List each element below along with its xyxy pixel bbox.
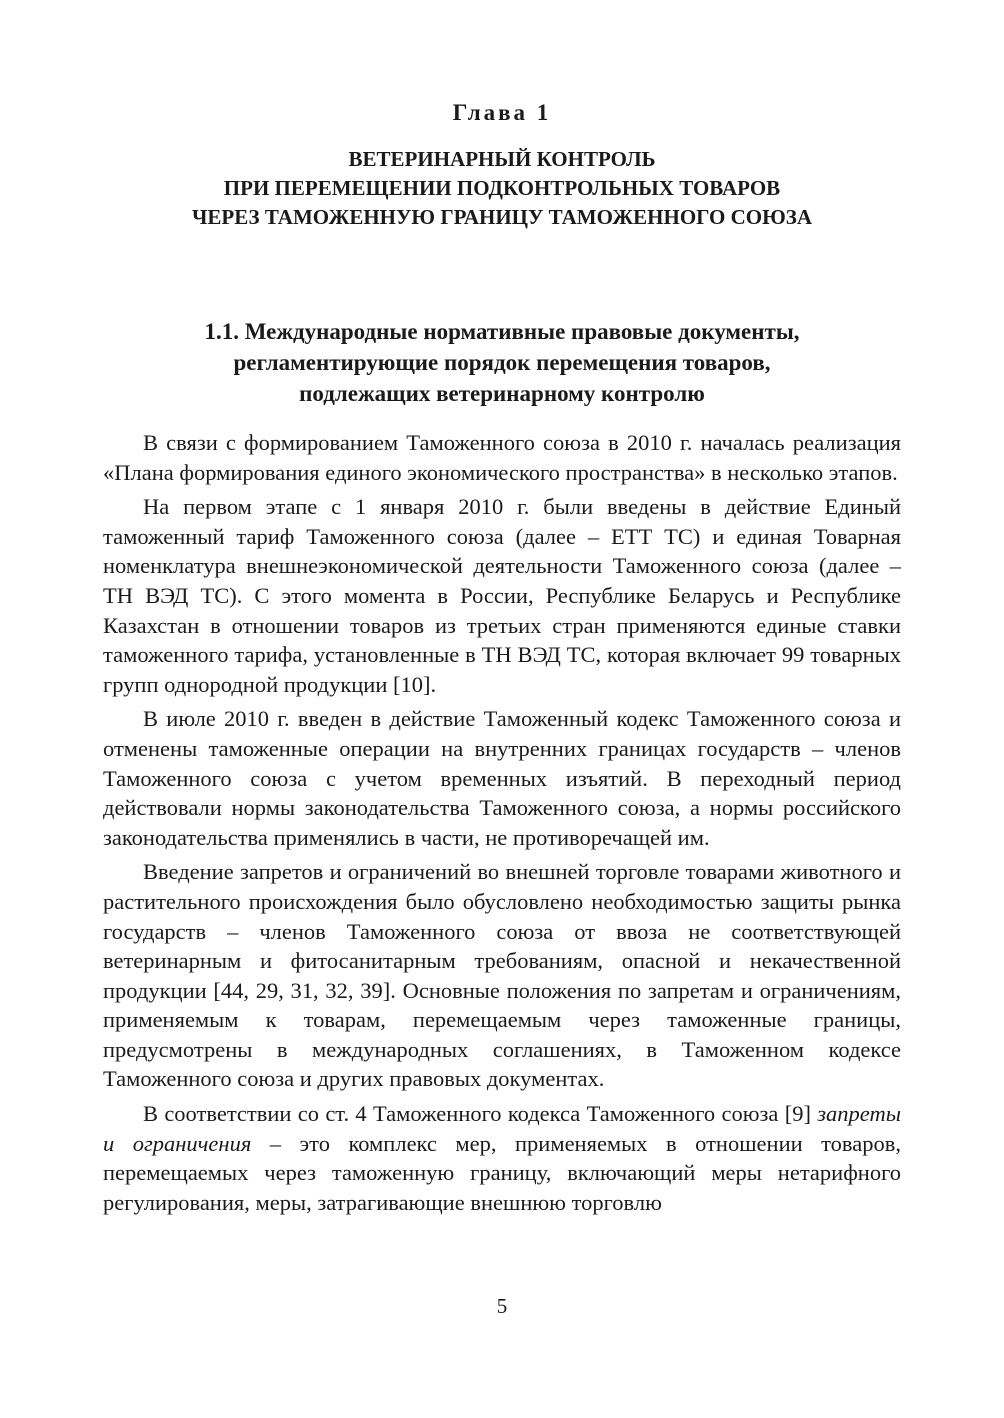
chapter-title: [0, 145, 1004, 232]
paragraph-rest: – это комплекс мер, применяемых в отношении товаров, перемещаемых через таможенную границу, включающий меры нетарифного регулирования, меры, затрагивающие внешнюю торговлю: [103, 1130, 901, 1215]
paragraph: Введение запретов и ограничений во внешней торговле товарами животного и растительного происхождения было обусловлено необходимостью защиты рынка государств – членов Таможенного союза от ввоза не соответствующей ветеринарным и фитосанитарным требованиям, опасной и некачественной продукции [44, 29, 31, 32, 39]. Основные положения по запретам и ограничениям, применяемым к товарам, перемещаемым через таможенные границы, предусмотрены в международных соглашениях, в Таможенном кодексе Таможенного союза и других правовых документах.: [103, 859, 901, 1092]
section-title-line: регламентирующие порядок перемещения товаров,: [233, 350, 771, 375]
paragraph-last: [103, 1099, 901, 1217]
paragraph: В июле 2010 г. введен в действие Таможенный кодекс Таможенного союза и отменены таможенные операции на внутренних границах государств – членов Таможенного союза с учетом временных изъятий. В переходный период действовали нормы законодательства Таможенного союза, а нормы российского законодательства применялись в части, не противоречащей им.: [103, 706, 901, 850]
body-text: [103, 428, 901, 1217]
paragraph-lead: В соответствии со ст. 4 Таможенного кодекса Таможенного союза [9]: [143, 1101, 811, 1127]
paragraph: В связи с формированием Таможенного союза в 2010 г. началась реализация «Плана формирования единого экономического пространства» в несколько этапов.: [103, 430, 901, 485]
chapter-title-line: ПРИ ПЕРЕМЕЩЕНИИ ПОДКОНТРОЛЬНЫХ ТОВАРОВ: [223, 176, 781, 200]
section-title-line: подлежащих ветеринарному контролю: [299, 381, 705, 406]
section-title: [0, 316, 1004, 409]
section-title-line: 1.1. Международные нормативные правовые документы,: [204, 319, 800, 344]
chapter-title-line: ЧЕРЕЗ ТАМОЖЕННУЮ ГРАНИЦУ ТАМОЖЕННОГО СОЮЗА: [191, 205, 813, 229]
italic-term: запреты и ограничения: [103, 1101, 901, 1156]
chapter-title-line: ВЕТЕРИНАРНЫЙ КОНТРОЛЬ: [348, 147, 656, 171]
paragraph: На первом этапе с 1 января 2010 г. были введены в действие Единый таможенный тариф Таможенного союза (далее – ЕТТ ТС) и единая Товарная номенклатура внешнеэкономической деятельности Таможенного союза (далее – ТН ВЭД ТС). С этого момента в России, Республике Беларусь и Республике Казахстан в отношении товаров из третьих стран применяются единые ставки таможенного тарифа, установленные в ТН ВЭД ТС, которая включает 99 товарных групп однородной продукции [10].: [103, 494, 901, 697]
page-number: 5: [496, 1294, 508, 1318]
chapter-label: Глава 1: [452, 100, 552, 125]
